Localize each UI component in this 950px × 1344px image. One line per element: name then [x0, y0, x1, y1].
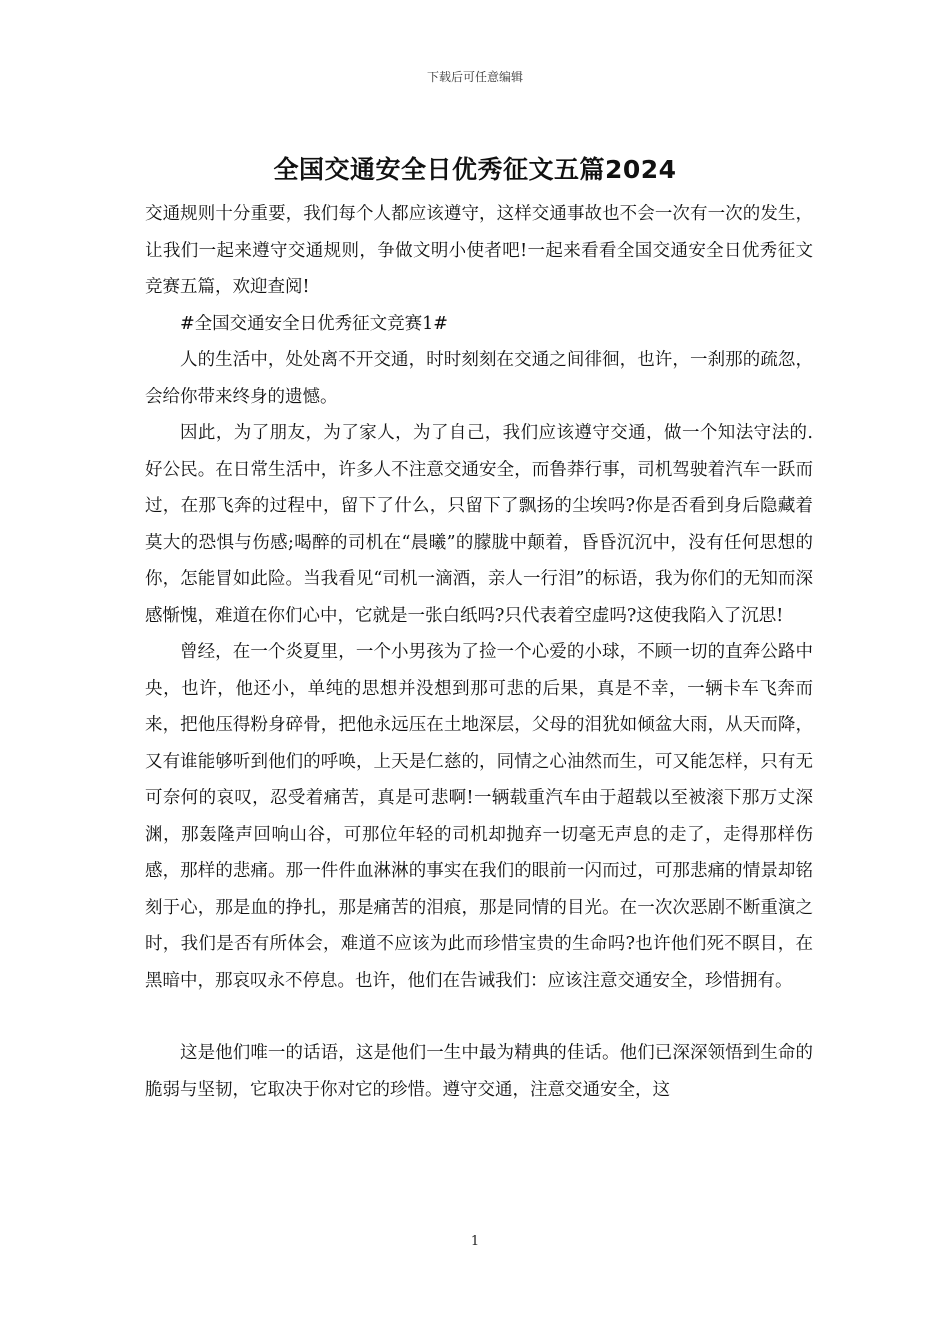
paragraph-intro: 交通规则十分重要，我们每个人都应该遵守，这样交通事故也不会一次有一次的发生，让我们一起来遵守交通规则，争做文明小使者吧!一起来看看全国交通安全日优秀征文竞赛五篇，欢迎查阅!: [145, 204, 813, 297]
document-body: [145, 196, 813, 1108]
paragraph: 这是他们唯一的话语，这是他们一生中最为精典的佳话。他们已深深领悟到生命的脆弱与坚韧，它取决于你对它的珍惜。遵守交通，注意交通安全，这: [145, 1043, 813, 1100]
paragraph: 曾经，在一个炎夏里，一个小男孩为了捡一个心爱的小球，不顾一切的直奔公路中央，也许，他还小，单纯的思想并没想到那可悲的后果，真是不幸，一辆卡车飞奔而来，把他压得粉身碎骨，把他永远压在土地深层，父母的泪犹如倾盆大雨，从天而降，又有谁能够听到他们的呼唤，上天是仁慈的，同情之心油然而生，可又能怎样，只有无可奈何的哀叹，忍受着痛苦，真是可悲啊!一辆载重汽车由于超载以至被滚下那万丈深渊，那轰隆声回响山谷，可那位年轻的司机却抛弃一切毫无声息的走了，走得那样伤感，那样的悲痛。那一件件血淋淋的事实在我们的眼前一闪而过，可那悲痛的情景却铭刻于心，那是血的挣扎，那是痛苦的泪痕，那是同情的目光。在一次次恶剧不断重演之时，我们是否有所体会，难道不应该为此而珍惜宝贵的生命吗?也许他们死不瞑目，在黑暗中，那哀叹永不停息。也许，他们在告诫我们：应该注意交通安全，珍惜拥有。: [145, 642, 813, 991]
paragraph: 人的生活中，处处离不开交通，时时刻刻在交通之间徘徊，也许，一刹那的疏忽，会给你带来终身的遗憾。: [145, 350, 813, 407]
paragraph: 因此，为了朋友，为了家人，为了自己，我们应该遵守交通，做一个知法守法的.好公民。在日常生活中，许多人不注意交通安全，而鲁莽行事，司机驾驶着汽车一跃而过，在那飞奔的过程中，留下了什么，只留下了飘扬的尘埃吗?你是否看到身后隐藏着莫大的恐惧与伤感;喝醉的司机在“晨曦”的朦胧中颠着，昏昏沉沉中，没有任何思想的你，怎能冒如此险。当我看见“司机一滴酒，亲人一行泪”的标语，我为你们的无知而深感惭愧，难道在你们心中，它就是一张白纸吗?只代表着空虚吗?这使我陷入了沉思!: [145, 423, 813, 626]
page-number: 1: [470, 1234, 480, 1249]
section-heading: #全国交通安全日优秀征文竞赛1#: [180, 313, 448, 334]
header-note: 下载后可任意编辑: [426, 70, 523, 84]
document-title: 全国交通安全日优秀征文五篇2024: [273, 155, 677, 184]
